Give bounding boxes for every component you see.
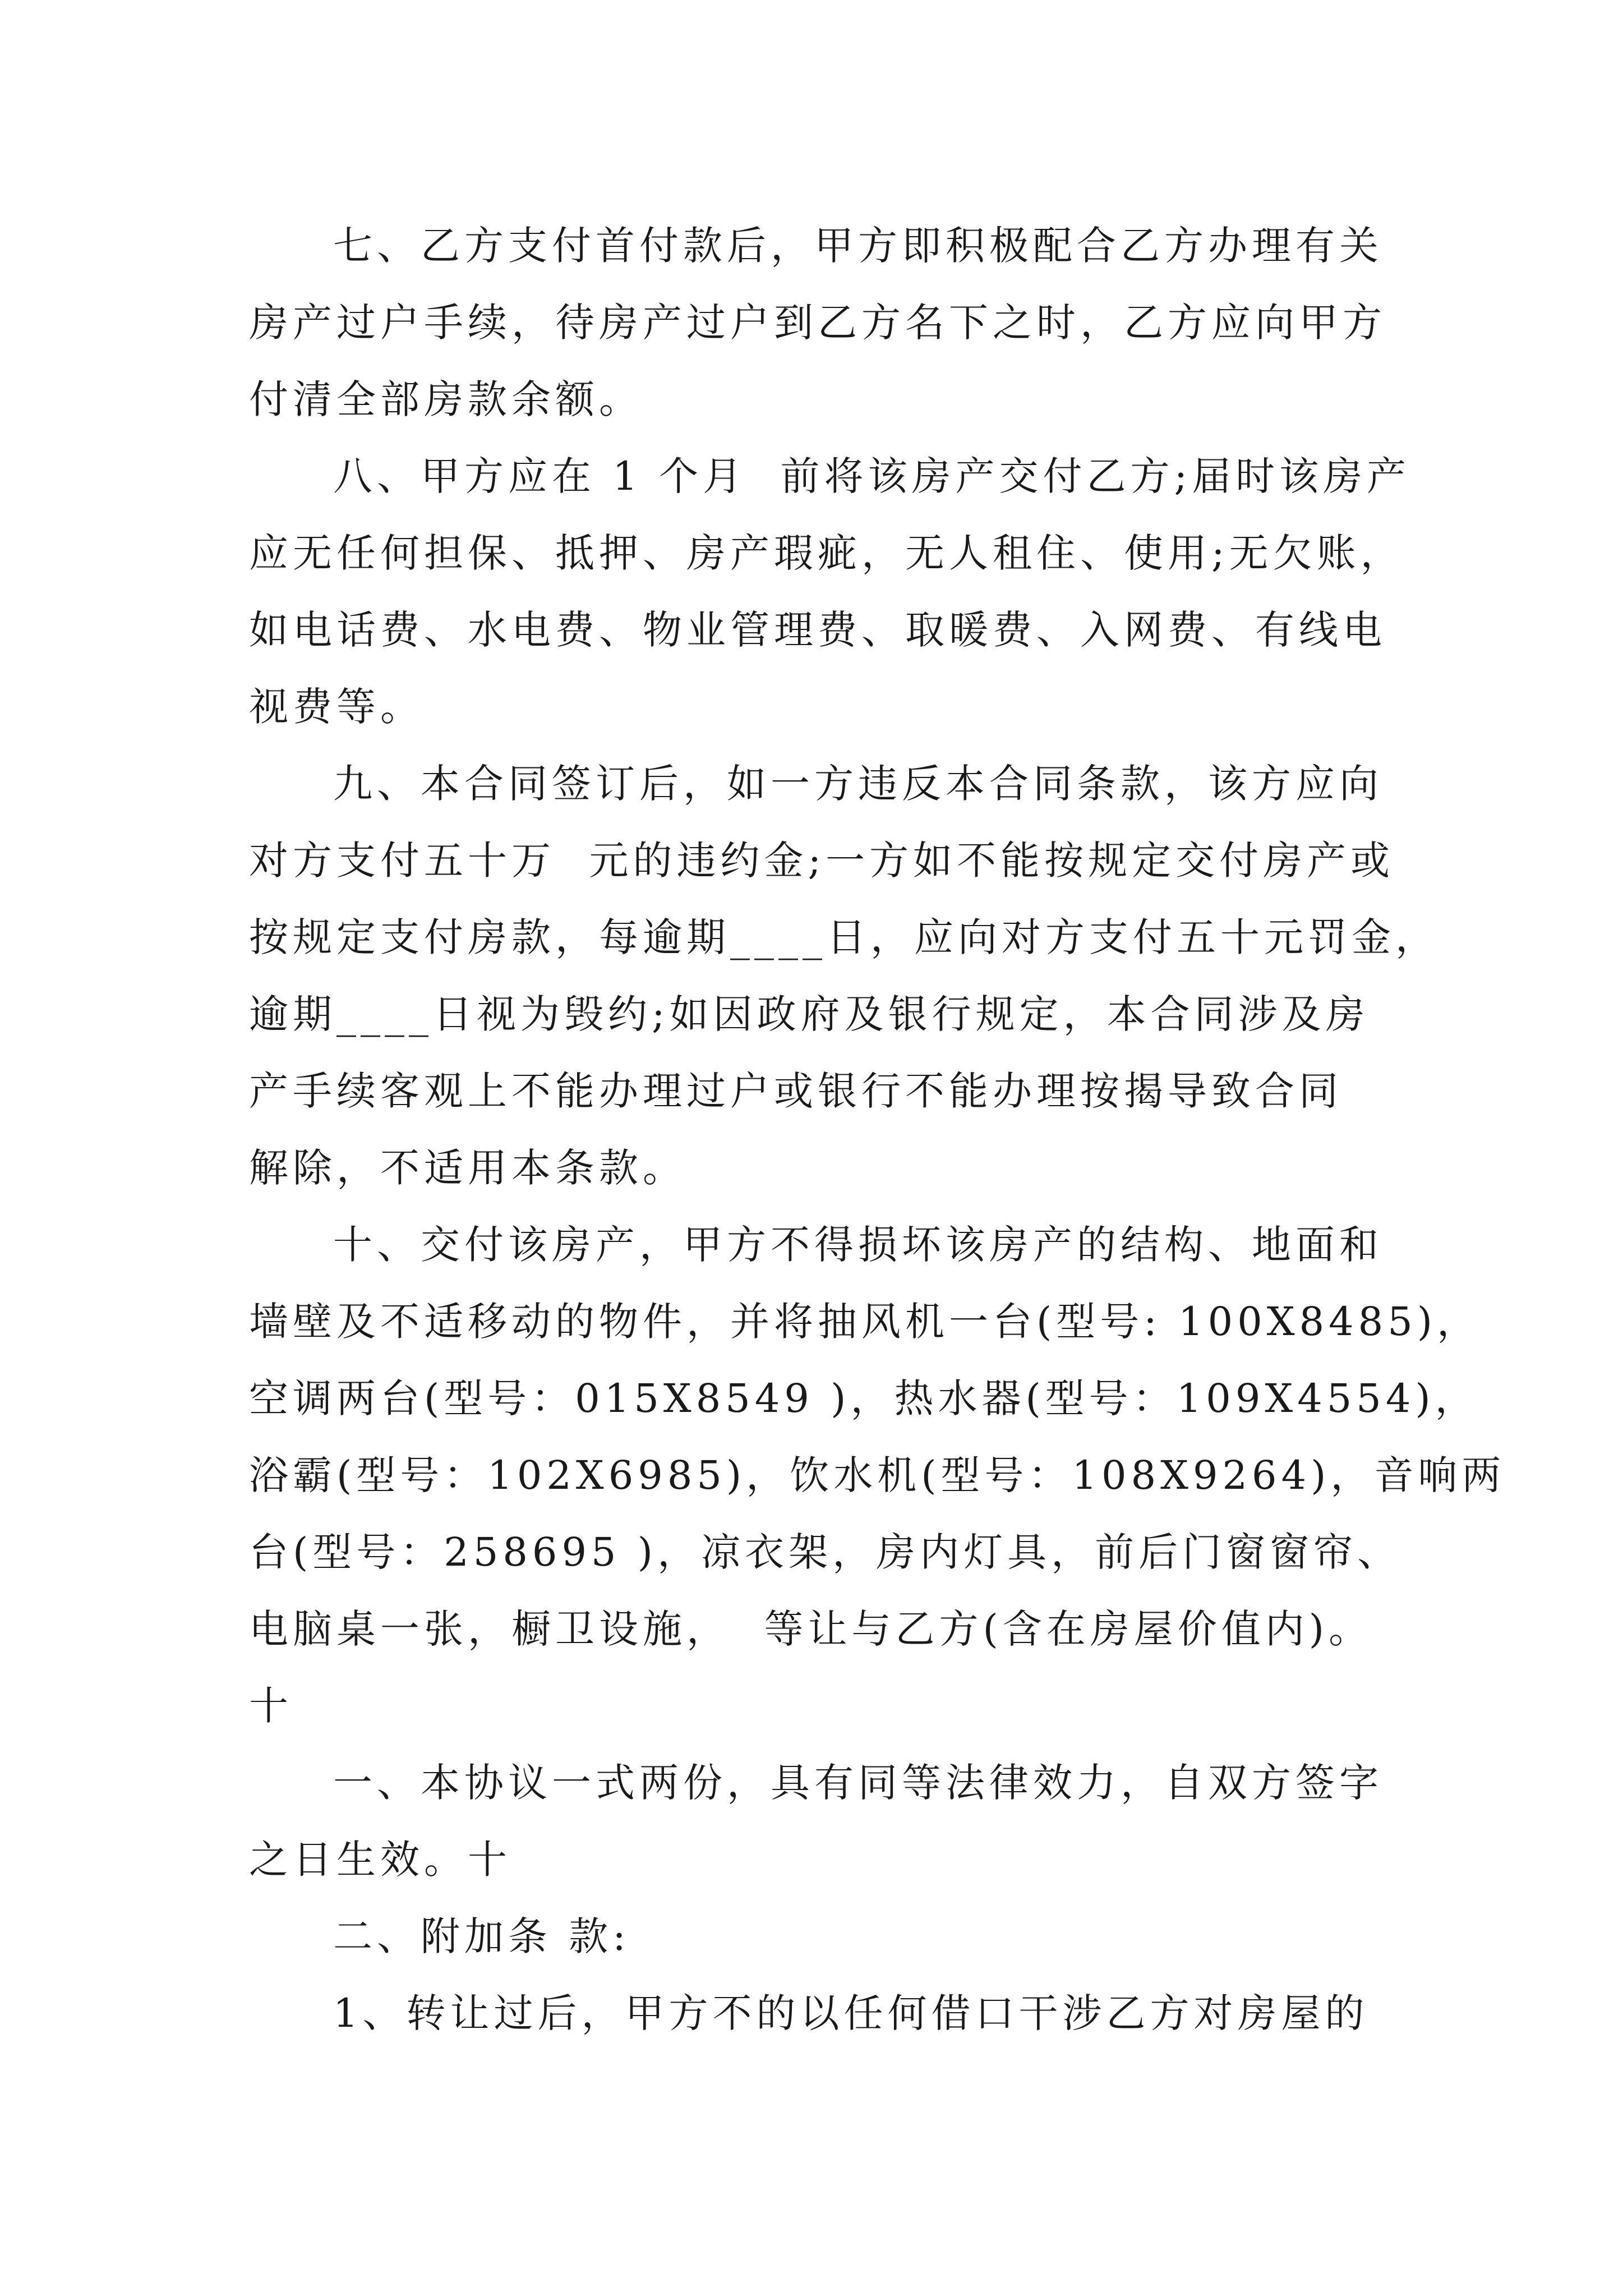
text-line: 付清全部房款余额。 bbox=[249, 376, 643, 422]
text-line: 台(型号：258695 )，凉衣架，房内灯具，前后门窗窗帘、 bbox=[249, 1529, 1401, 1575]
text-line: 按规定支付房款，每逾期____日，应向对方支付五十元罚金， bbox=[249, 914, 1439, 960]
text-line: 视费等。 bbox=[249, 684, 424, 730]
text-line: 解除，不适用本条款。 bbox=[249, 1145, 686, 1191]
text-line: 墙壁及不适移动的物件，并将抽风机一台(型号: 100X8485)， bbox=[249, 1299, 1481, 1345]
text-line: 应无任何担保、抵押、房产瑕疵，无人租住、使用;无欠账， bbox=[249, 530, 1404, 576]
text-line: 十、交付该房产，甲方不得损坏该房产的结构、地面和 bbox=[333, 1222, 1383, 1268]
text-line: 对方支付五十万 元的违约金;一方如不能按规定交付房产或 bbox=[249, 838, 1395, 884]
text-line: 电脑桌一张，橱卫设施， 等让与乙方(含在房屋价值内)。 bbox=[249, 1606, 1373, 1652]
text-line: 空调两台(型号：015X8549 )，热水器(型号：109X4554)， bbox=[249, 1375, 1479, 1421]
text-line: 如电话费、水电费、物业管理费、取暖费、入网费、有线电 bbox=[249, 607, 1386, 653]
text-line: 逾期____日视为毁约;如因政府及银行规定，本合同涉及房 bbox=[249, 991, 1370, 1037]
text-line: 一、本协议一式两份，具有同等法律效力，自双方签字 bbox=[333, 1760, 1383, 1806]
text-line: 十 bbox=[249, 1683, 293, 1729]
text-line: 浴霸(型号：102X6985)，饮水机(型号：108X9264)，音响两 bbox=[249, 1452, 1506, 1498]
text-line: 房产过户手续，待房产过户到乙方名下之时，乙方应向甲方 bbox=[249, 300, 1386, 346]
text-line: 产手续客观上不能办理过户或银行不能办理按揭导致合同 bbox=[249, 1068, 1343, 1114]
text-line: 1、转让过后，甲方不的以任何借口干涉乙方对房屋的 bbox=[333, 1990, 1369, 2036]
document-body bbox=[249, 208, 1506, 2052]
text-line: 八、甲方应在 1 个月 前将该房产交付乙方;届时该房产 bbox=[333, 453, 1411, 499]
text-line: 七、乙方支付首付款后，甲方即积极配合乙方办理有关 bbox=[333, 223, 1383, 269]
text-line: 九、本合同签订后，如一方违反本合同条款，该方应向 bbox=[333, 761, 1383, 807]
text-line: 二、附加条 款: bbox=[333, 1913, 630, 1959]
text-line: 之日生效。十 bbox=[249, 1837, 511, 1883]
